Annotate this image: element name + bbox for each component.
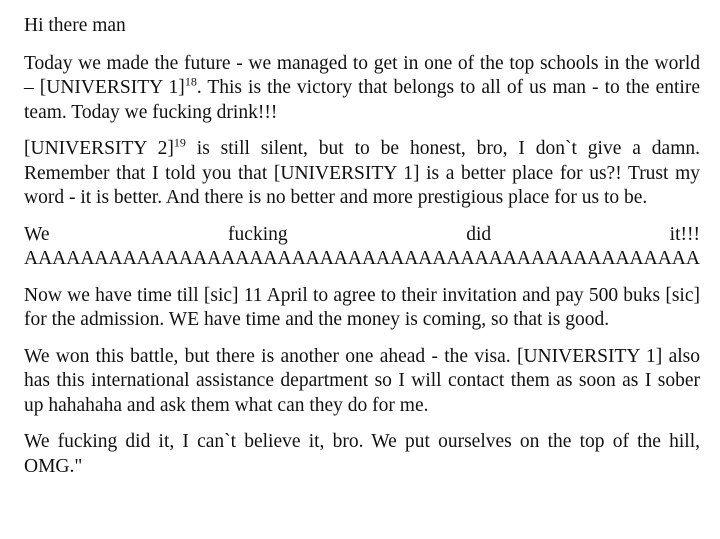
celebration-paragraph [24, 223, 700, 272]
university-2-text-end: is still silent, but to be honest, bro, I don`t give a damn. Remember that I told you that [UNIVERSITY 1] is a better place for us?! Trust my word - it is better. And there is no better and more prestigious place for us to be. [24, 138, 700, 208]
letter-document [24, 14, 700, 479]
celebration-line: We fucking did it!!! [24, 223, 700, 245]
university-2-paragraph [24, 137, 700, 211]
visa-paragraph: We won this battle, but there is another one ahead - the visa. [UNIVERSITY 1] also has this international assistance department so I will contact them as soon as I sober up hahahaha and ask them what can they do for me. [24, 345, 700, 416]
university-2-text-start: [UNIVERSITY 2] [24, 138, 174, 159]
greeting-paragraph: Hi there man [24, 15, 126, 36]
celebration-shout: AAAAAAAAAAAAAAAAAAAAAAAAAAAAAAAAAAAAAAAAAAAAAAAA [24, 248, 700, 269]
admission-paragraph [24, 52, 700, 126]
footnote-ref-19: 19 [173, 135, 186, 150]
deadline-paragraph: Now we have time till [sic] 11 April to agree to their invitation and pay 500 buks [sic] for the admission. WE have time and the money is coming, so that is good. [24, 284, 700, 330]
admission-text-start: Today we made the future - we managed to get in one of the top schools in the world – [UNIVERSITY 1] [24, 52, 700, 98]
closing-paragraph: We fucking did it, I can`t believe it, bro. We put ourselves on the top of the hill, OMG." [24, 431, 700, 477]
footnote-ref-18: 18 [184, 74, 197, 89]
admission-text-end: . This is the victory that belongs to all of us man - to the entire team. Today we fucking drink!!! [24, 77, 700, 123]
